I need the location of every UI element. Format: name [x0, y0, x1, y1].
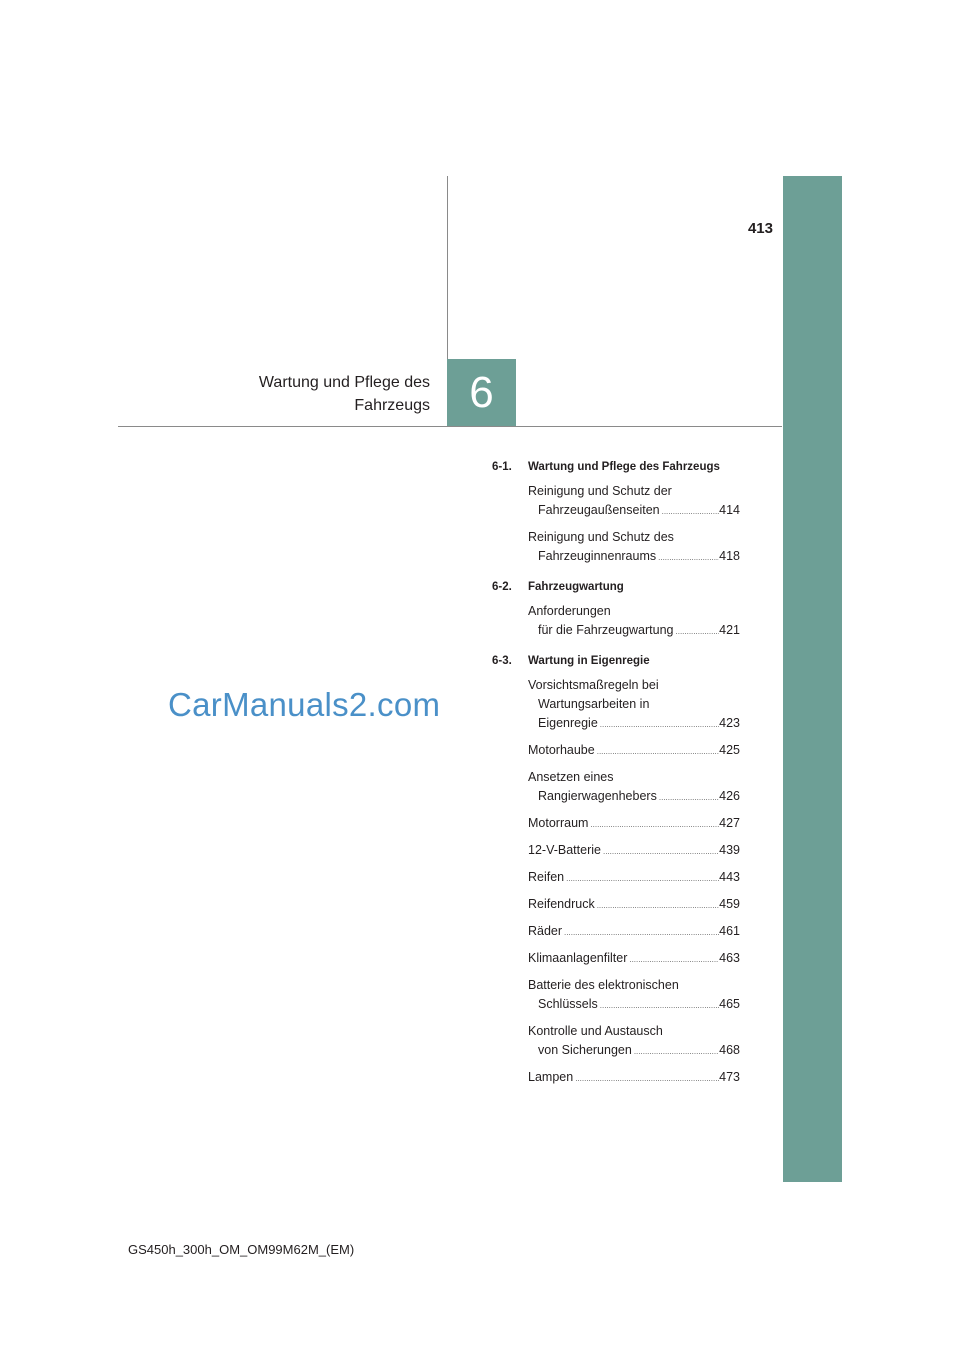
page-number: 413: [747, 220, 773, 237]
entry-label: Räder: [528, 924, 563, 938]
entry-line: Reinigung und Schutz der: [528, 484, 672, 498]
side-tab: [783, 176, 842, 1182]
toc-section-heading: [492, 461, 740, 477]
entry-page-number: 423: [719, 716, 740, 730]
entry-label: Rangierwagenhebers: [538, 789, 657, 803]
entry-label: Klimaanlagenfilter: [528, 951, 628, 965]
entry-last-line: [528, 547, 740, 567]
toc-entry[interactable]: [528, 1022, 740, 1061]
dot-leader: [657, 788, 719, 807]
entry-page-number: 426: [719, 789, 740, 803]
entry-last-line: [528, 895, 740, 915]
section-number: 6-3.: [492, 655, 512, 667]
toc-entry[interactable]: [528, 949, 740, 969]
entry-line: Batterie des elektronischen: [528, 978, 679, 992]
entry-last-line: [528, 922, 740, 942]
dot-leader: [595, 896, 719, 915]
entry-page-number: 414: [719, 503, 740, 517]
entry-page-number: 459: [719, 897, 740, 911]
entry-page-number: 443: [719, 870, 740, 884]
entry-last-line: [528, 1068, 740, 1088]
section-title: Fahrzeugwartung: [528, 581, 624, 593]
dot-leader: [598, 996, 719, 1015]
entry-label: Reifen: [528, 870, 565, 884]
entry-last-line: [528, 949, 740, 969]
footer-code: GS450h_300h_OM_OM99M62M_(EM): [128, 1242, 355, 1257]
entry-last-line: [528, 995, 740, 1015]
toc-entry[interactable]: [528, 768, 740, 807]
entry-line: Ansetzen eines: [528, 770, 614, 784]
dot-leader: [573, 1069, 719, 1088]
entry-label: Eigenregie: [538, 716, 598, 730]
horizontal-divider: [118, 426, 782, 427]
toc-entry[interactable]: [528, 895, 740, 915]
entry-last-line: [528, 787, 740, 807]
entry-last-line: [528, 841, 740, 861]
dot-leader: [674, 622, 720, 641]
entry-line: Vorsichtsmaßregeln bei: [528, 678, 659, 692]
entry-page-number: 473: [719, 1070, 740, 1084]
entry-label: Fahrzeuginnenraums: [538, 549, 657, 563]
vertical-divider: [447, 176, 448, 360]
entry-page-number: 465: [719, 997, 740, 1011]
entry-label: 12-V-Batterie: [528, 843, 601, 857]
entry-line: Wartungsarbeiten in: [538, 697, 650, 711]
entry-page-number: 427: [719, 816, 740, 830]
dot-leader: [598, 715, 719, 734]
entry-line: Anforderungen: [528, 604, 611, 618]
toc-entry[interactable]: [528, 676, 740, 734]
dot-leader: [632, 1042, 719, 1061]
chapter-number-box: 6: [447, 359, 516, 426]
toc-entry[interactable]: [528, 922, 740, 942]
dot-leader: [562, 923, 719, 942]
toc-entry[interactable]: [528, 482, 740, 521]
entry-label: Motorraum: [528, 816, 589, 830]
entry-last-line: [528, 714, 740, 734]
entry-last-line: [528, 1041, 740, 1061]
chapter-title: [190, 371, 430, 417]
dot-leader: [656, 548, 719, 567]
entry-label: von Sicherungen: [538, 1043, 632, 1057]
entry-label: Fahrzeugaußenseiten: [538, 503, 660, 517]
toc-entry[interactable]: [528, 602, 740, 641]
dot-leader: [564, 869, 719, 888]
toc-section-heading: [492, 655, 740, 671]
section-title: Wartung in Eigenregie: [528, 655, 650, 667]
chapter-title-line: Wartung und Pflege des: [258, 374, 430, 391]
toc-entry[interactable]: [528, 741, 740, 761]
watermark-logo[interactable]: CarManuals2.com: [168, 686, 441, 723]
entry-page-number: 421: [719, 623, 740, 637]
dot-leader: [588, 815, 719, 834]
toc-entry[interactable]: [528, 814, 740, 834]
section-title: Wartung und Pflege des Fahrzeugs: [528, 461, 720, 473]
toc-section-heading: [492, 581, 740, 597]
entry-page-number: 425: [719, 743, 740, 757]
entry-page-number: 468: [719, 1043, 740, 1057]
entry-last-line: [528, 501, 740, 521]
entry-label: Motorhaube: [528, 743, 595, 757]
entry-page-number: 439: [719, 843, 740, 857]
entry-last-line: [528, 621, 740, 641]
toc-entry[interactable]: [528, 868, 740, 888]
toc-entry[interactable]: [528, 1068, 740, 1088]
entry-page-number: 463: [719, 951, 740, 965]
chapter-title-line: Fahrzeugs: [354, 397, 430, 414]
dot-leader: [595, 742, 719, 761]
toc-entry[interactable]: [528, 528, 740, 567]
entry-page-number: 418: [719, 549, 740, 563]
entry-last-line: [528, 814, 740, 834]
table-of-contents: [492, 461, 740, 1088]
entry-line: Kontrolle und Austausch: [528, 1024, 663, 1038]
entry-page-number: 461: [719, 924, 740, 938]
dot-leader: [660, 502, 720, 521]
toc-entry[interactable]: [528, 976, 740, 1015]
entry-label: für die Fahrzeugwartung: [538, 623, 674, 637]
section-number: 6-2.: [492, 581, 512, 593]
entry-label: Lampen: [528, 1070, 574, 1084]
dot-leader: [601, 842, 719, 861]
entry-last-line: [528, 741, 740, 761]
toc-entry[interactable]: [528, 841, 740, 861]
entry-label: Schlüssels: [538, 997, 598, 1011]
section-number: 6-1.: [492, 461, 512, 473]
entry-last-line: [528, 868, 740, 888]
entry-line: Reinigung und Schutz des: [528, 530, 674, 544]
dot-leader: [627, 950, 719, 969]
entry-label: Reifendruck: [528, 897, 595, 911]
